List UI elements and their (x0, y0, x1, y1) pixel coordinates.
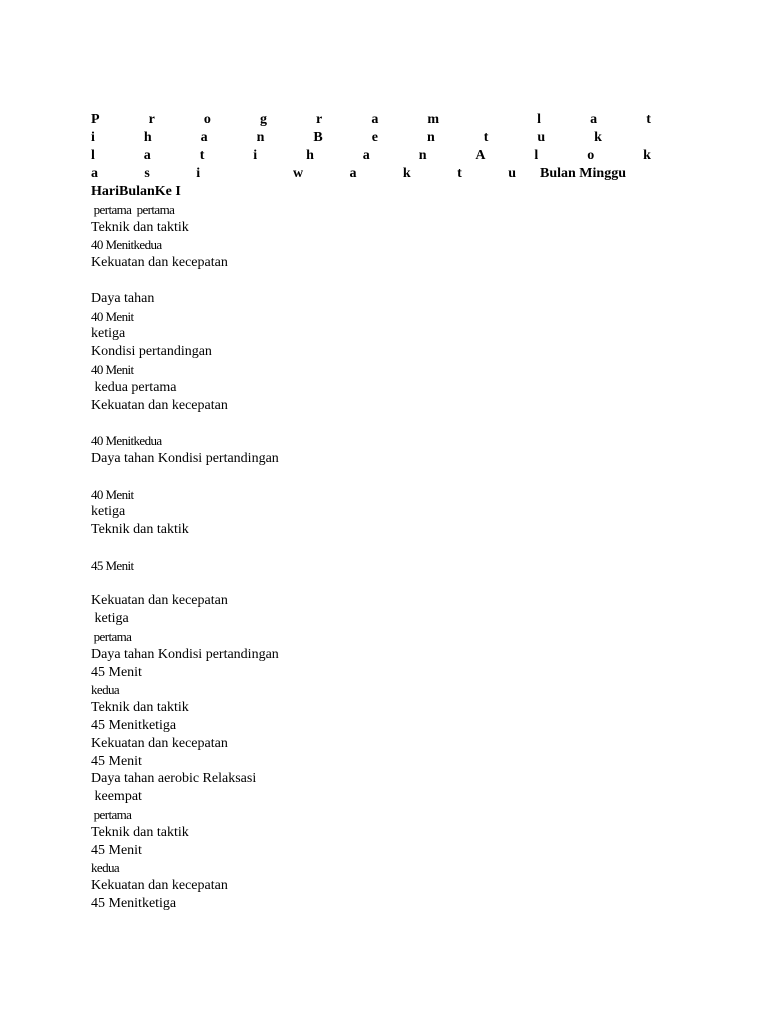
heading-letter: P (91, 112, 100, 127)
heading-letter: a (143, 148, 151, 163)
text-line: 45 Menitketiga (91, 718, 177, 733)
heading-letter: n (256, 130, 265, 145)
heading-letter: a (349, 166, 357, 181)
text-line: pertama (91, 629, 132, 644)
heading-letter: k (594, 130, 602, 145)
heading-letter: m (427, 112, 440, 127)
heading-letter: r (316, 112, 323, 127)
heading-letter: k (643, 148, 651, 163)
text-line: Kekuatan dan kecepatan (91, 255, 228, 271)
heading-letter: r (148, 112, 155, 127)
text-line: ketiga (91, 326, 126, 342)
heading-letter: i (253, 148, 258, 163)
text-line: 45 Menit (91, 753, 142, 769)
heading-letter: a (200, 130, 208, 145)
text-line: Kekuatan dan kecepatan (91, 878, 228, 894)
text-line: Teknik dan taktik (91, 522, 189, 538)
heading-letter: l (91, 148, 95, 163)
heading-letter: l (537, 112, 542, 127)
text-line: pertama pertama (91, 201, 175, 217)
text-line: ketiga (91, 611, 129, 627)
text-line: keempat (91, 789, 142, 805)
text-line: 40 Menit (91, 308, 134, 324)
heading-letter: s (144, 166, 150, 181)
heading-letter: l (534, 148, 539, 163)
heading-letter: a (371, 112, 379, 127)
text-line: Teknik dan taktik (91, 700, 189, 716)
text-line: 40 Menit (91, 362, 134, 377)
heading-letter: u (537, 130, 546, 145)
heading-letter: a (362, 148, 370, 163)
heading-letter: h (143, 130, 152, 145)
text-line: 45 Menit (91, 842, 142, 858)
text-line: kedua (91, 860, 120, 876)
text-line: Kekuatan dan kecepatan (91, 735, 228, 751)
heading-letter: a (91, 166, 98, 181)
text-line: Daya tahan Kondisi pertandingan (91, 646, 279, 662)
heading-letters (91, 165, 516, 183)
heading-letter: B (313, 130, 323, 145)
text-line: Daya tahan Kondisi pertandingan (91, 451, 279, 466)
text-line: kedua pertama (91, 379, 177, 395)
heading-letter: n (426, 130, 435, 145)
heading-letter: i (91, 130, 95, 145)
text-line: HariBulanKe I (91, 184, 181, 199)
text-line: Daya tahan (91, 290, 155, 306)
heading-letter: h (306, 148, 314, 163)
heading-letter: e (371, 130, 378, 145)
heading-letter: o (587, 148, 595, 163)
heading-letter: i (196, 166, 201, 181)
text-line: Daya tahan aerobic Relaksasi (91, 771, 257, 787)
heading-tail: Bulan Minggu (540, 166, 626, 181)
heading-letter: u (508, 166, 516, 181)
heading-row-2 (91, 129, 651, 147)
heading-letter: g (259, 112, 267, 127)
heading-row-3 (91, 147, 651, 165)
heading-row-4 (91, 165, 635, 183)
text-line: 40 Menitkedua (91, 433, 162, 449)
heading-letter: t (483, 130, 489, 145)
text-line: 40 Menit (91, 486, 134, 502)
text-line: Kondisi pertandingan (91, 344, 212, 360)
heading-letter: n (418, 148, 427, 163)
text-line: 45 Menit (91, 664, 142, 680)
text-line: pertama (91, 807, 132, 822)
heading-row-1 (91, 111, 651, 129)
heading-letter: t (457, 166, 462, 181)
text-line: ketiga (91, 504, 126, 520)
text-line: Kekuatan dan kecepatan (91, 397, 228, 413)
text-line: Teknik dan taktik (91, 824, 189, 840)
heading-letter: a (590, 112, 598, 127)
heading-letter: o (203, 112, 211, 127)
text-line: Kekuatan dan kecepatan (91, 593, 228, 609)
text-line: 45 Menit (91, 557, 134, 573)
text-line: kedua (91, 682, 120, 698)
heading-letter: k (402, 166, 411, 181)
heading-letter: w (292, 166, 304, 181)
heading-letter: t (646, 112, 651, 127)
text-line: Teknik dan taktik (91, 219, 189, 235)
text-line: 40 Menitkedua (91, 237, 162, 253)
heading-letter: A (475, 148, 486, 163)
text-line: 45 Menitketiga (91, 896, 177, 911)
heading-letter: t (199, 148, 205, 163)
